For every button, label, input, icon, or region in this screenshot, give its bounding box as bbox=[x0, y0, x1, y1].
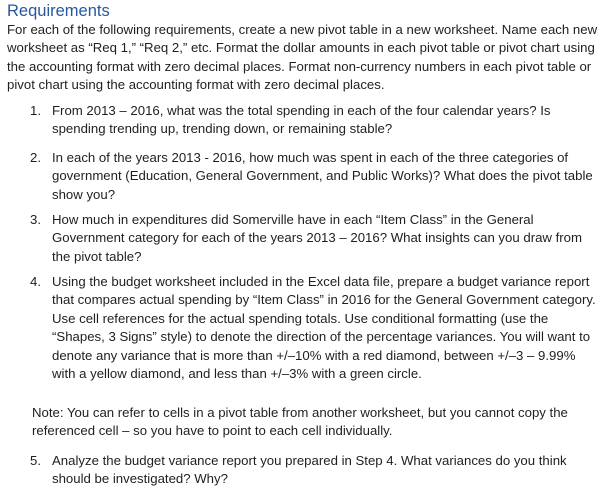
requirement-text: How much in expenditures did Somerville have in each “Item Class” in the General Government category for each of the years 2013 – 2016? What insights can you draw from the pivot table? bbox=[52, 212, 582, 264]
requirement-number: 2. bbox=[30, 150, 41, 165]
requirement-text: In each of the years 2013 - 2016, how much was spent in each of the three categories of government (Education, General Government, and Public Works)? What does the pivot table show you? bbox=[52, 150, 593, 202]
intro-paragraph: For each of the following requirements, create a new pivot table in a new worksheet. Name each new worksheet as “Req 1,” “Req 2,” etc. Format the dollar amounts in each pivot table or pivot chart using the accounting format with zero decimal places. Format non-currency numbers in each pivot table or pivot chart using the accounting format with zero decimal places. bbox=[7, 22, 598, 93]
requirement-number: 3. bbox=[30, 212, 41, 227]
requirement-number: 1. bbox=[30, 103, 41, 118]
requirement-text: Analyze the budget variance report you prepared in Step 4. What variances do you think should be investigated? Why? bbox=[52, 453, 567, 487]
requirement-text: Using the budget worksheet included in the Excel data file, prepare a budget variance report that compares actual spending by “Item Class” in 2016 for the General Government category. Use cell references for the actual spending totals. Use conditional formatting (use the “Shapes, 3 Signs” style) to denote the direction of the percentage variances. You will want to denote any variance that is more than +/–10% with a red diamond, between +/–3 – 9.99% with a yellow diamond, and less than +/–3% with a green circle. bbox=[52, 274, 596, 382]
page-title: Requirements bbox=[7, 2, 110, 20]
requirement-text: From 2013 – 2016, what was the total spending in each of the four calendar years? Is spending trending up, trending down, or remaining stable? bbox=[52, 103, 551, 137]
requirement-number: 4. bbox=[30, 274, 41, 289]
note-paragraph: Note: You can refer to cells in a pivot table from another worksheet, but you cannot copy the referenced cell – so you have to point to each cell individually. bbox=[32, 405, 568, 439]
requirement-number: 5. bbox=[30, 453, 41, 468]
